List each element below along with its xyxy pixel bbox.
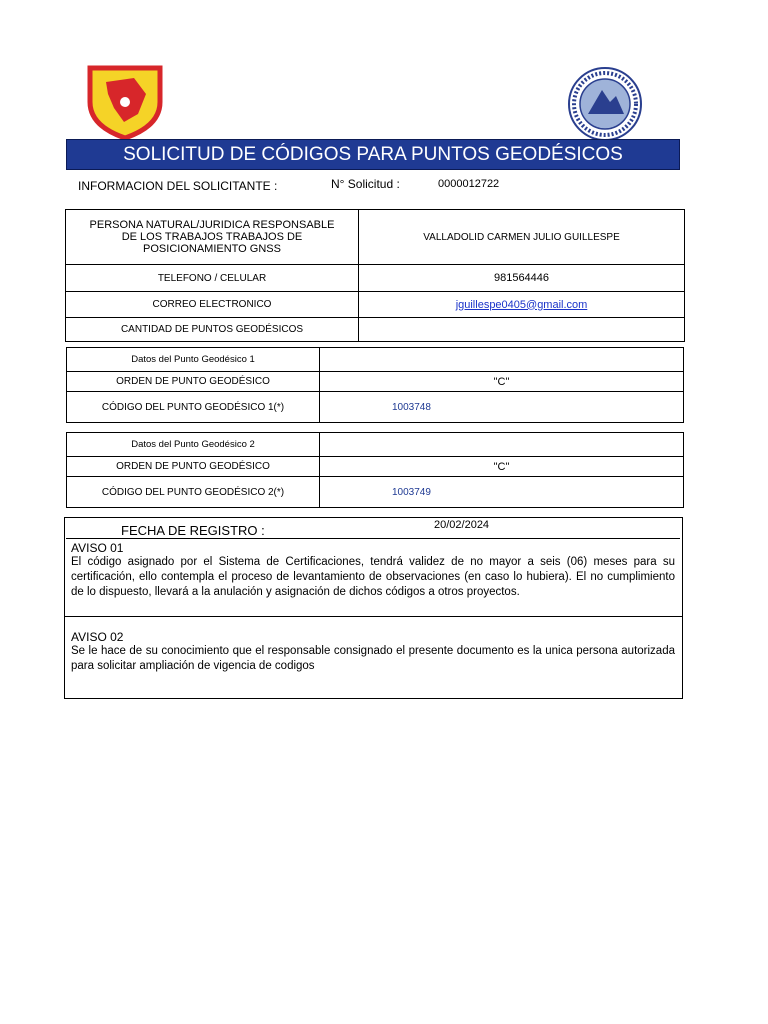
correo-cell [359,292,685,318]
fecha-divider [66,538,680,539]
punto-2-orden-value: "C" [320,457,684,477]
fecha-registro-value: 20/02/2024 [434,519,490,531]
fecha-registro-label: FECHA DE REGISTRO : [121,523,265,538]
punto-1-orden-value: "C" [320,372,684,392]
punto-1-table [66,347,684,423]
page-title: SOLICITUD DE CÓDIGOS PARA PUNTOS GEODÉSICOS [66,139,680,170]
telefono-value: 981564446 [359,265,685,292]
punto-2-title-value [320,433,684,457]
aviso-01-title: AVISO 01 [71,541,124,555]
aviso-02-title: AVISO 02 [71,630,124,644]
aviso-02-text: Se le hace de su conocimiento que el responsable consignado el presente documento es la unica persona autorizada para solicitar ampliación de vigencia de codigos [71,645,675,672]
cantidad-label: CANTIDAD DE PUNTOS GEODÉSICOS [66,318,359,342]
telefono-label: TELEFONO / CELULAR [66,265,359,292]
punto-2-title: Datos del Punto Geodésico 2 [67,433,320,457]
aviso-01 [71,541,675,600]
punto-1-title-value [320,348,684,372]
punto-1-codigo-label: CÓDIGO DEL PUNTO GEODÉSICO 1(*) [67,392,320,423]
aviso-01-text: El código asignado por el Sistema de Certificaciones, tendrá validez de no mayor a seis (06) meses para su certificación, ello contempla el proceso de levantamiento de observaciones (en caso lo hubiera). El no cumplimiento de lo dispuesto, llevará a la anulación y asignación de dichos códigos a otros proyectos. [71,556,675,598]
aviso-divider [64,616,683,617]
punto-1-orden-label: ORDEN DE PUNTO GEODÉSICO [67,372,320,392]
punto-2-table [66,432,684,508]
solicitud-number-value: 0000012722 [438,178,500,190]
seal-icon [564,66,646,142]
correo-label: CORREO ELECTRONICO [66,292,359,318]
correo-link[interactable]: jguillespe0405@gmail.com [455,298,588,311]
punto-2-orden-label: ORDEN DE PUNTO GEODÉSICO [67,457,320,477]
punto-1-codigo-value: 1003748 [320,392,684,423]
punto-1-title: Datos del Punto Geodésico 1 [67,348,320,372]
punto-2-codigo-value: 1003749 [320,477,684,508]
persona-label: PERSONA NATURAL/JURIDICA RESPONSABLE DE LOS TRABAJOS TRABAJOS DE POSICIONAMIENTO GNSS [66,210,359,265]
certificaciones-seal [564,66,646,142]
info-solicitante-label: INFORMACION DEL SOLICITANTE : [78,179,278,193]
cantidad-value [359,318,685,342]
punto-2-codigo-label: CÓDIGO DEL PUNTO GEODÉSICO 2(*) [67,477,320,508]
aviso-02 [71,630,675,674]
ign-shield-icon [84,64,166,140]
solicitante-table [65,209,685,342]
persona-value: VALLADOLID CARMEN JULIO GUILLESPE [359,210,685,265]
solicitud-number-label: N° Solicitud : [331,177,400,191]
ign-logo [84,64,166,140]
